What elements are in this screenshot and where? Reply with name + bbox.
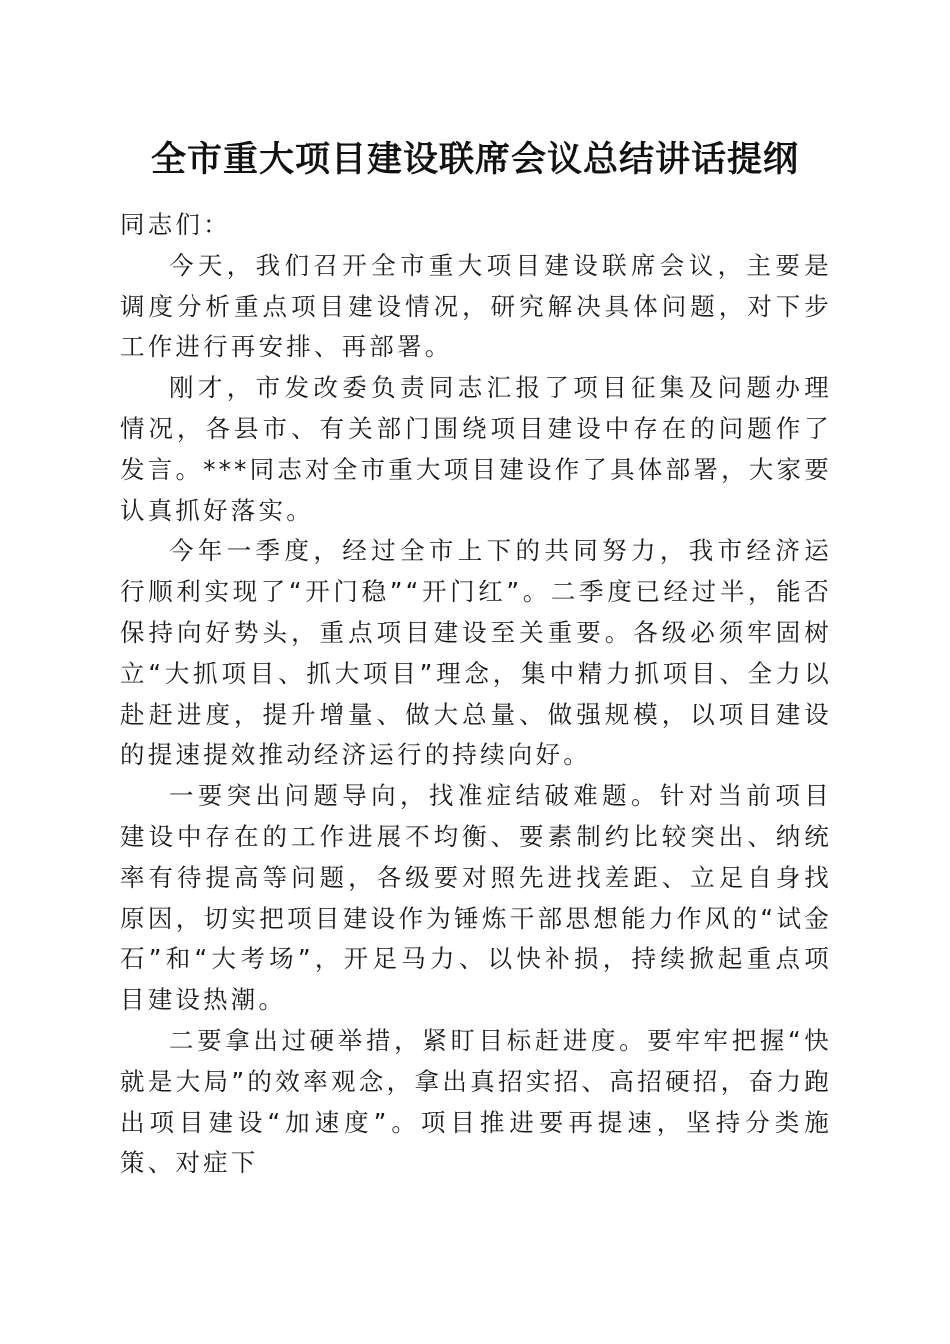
salutation: 同志们： — [120, 210, 231, 239]
paragraph: 刚才，市发改委负责同志汇报了项目征集及问题办理情况，各县市、有关部门围绕项目建设中存在的问题作了发言。***同志对全市重大项目建设作了具体部署，大家要认真抓好落实。 — [120, 373, 832, 525]
document-title: 全市重大项目建设联席会议总结讲话提纲 — [150, 139, 799, 180]
paragraph: 二要拿出过硬举措，紧盯目标赶进度。要牢牢把握“快就是大局”的效率观念，拿出真招实招、高招硬招，奋力跑出项目建设“加速度”。项目推进要再提速，坚持分类施策、对症下 — [120, 1025, 832, 1178]
document-body — [120, 205, 832, 1184]
paragraph: 今年一季度，经过全市上下的共同努力，我市经济运行顺利实现了“开门稳”“开门红”。二季度已经过半，能否保持向好势头，重点项目建设至关重要。各级必须牢固树立“大抓项目、抓大项目”理念，集中精力抓项目、全力以赴赶进度，提升增量、做大总量、做强规模，以项目建设的提速提效推动经济运行的持续向好。 — [120, 536, 832, 770]
paragraph: 一要突出问题导向，找准症结破难题。针对当前项目建设中存在的工作进展不均衡、要素制约比较突出、纳统率有待提高等问题，各级要对照先进找差距、立足自身找原因，切实把项目建设作为锤炼干部思想能力作风的“试金石”和“大考场”，开足马力、以快补损，持续掀起重点项目建设热潮。 — [120, 781, 832, 1015]
paragraph: 今天，我们召开全市重大项目建设联席会议，主要是调度分析重点项目建设情况，研究解决具体问题，对下步工作进行再安排、再部署。 — [120, 250, 832, 362]
